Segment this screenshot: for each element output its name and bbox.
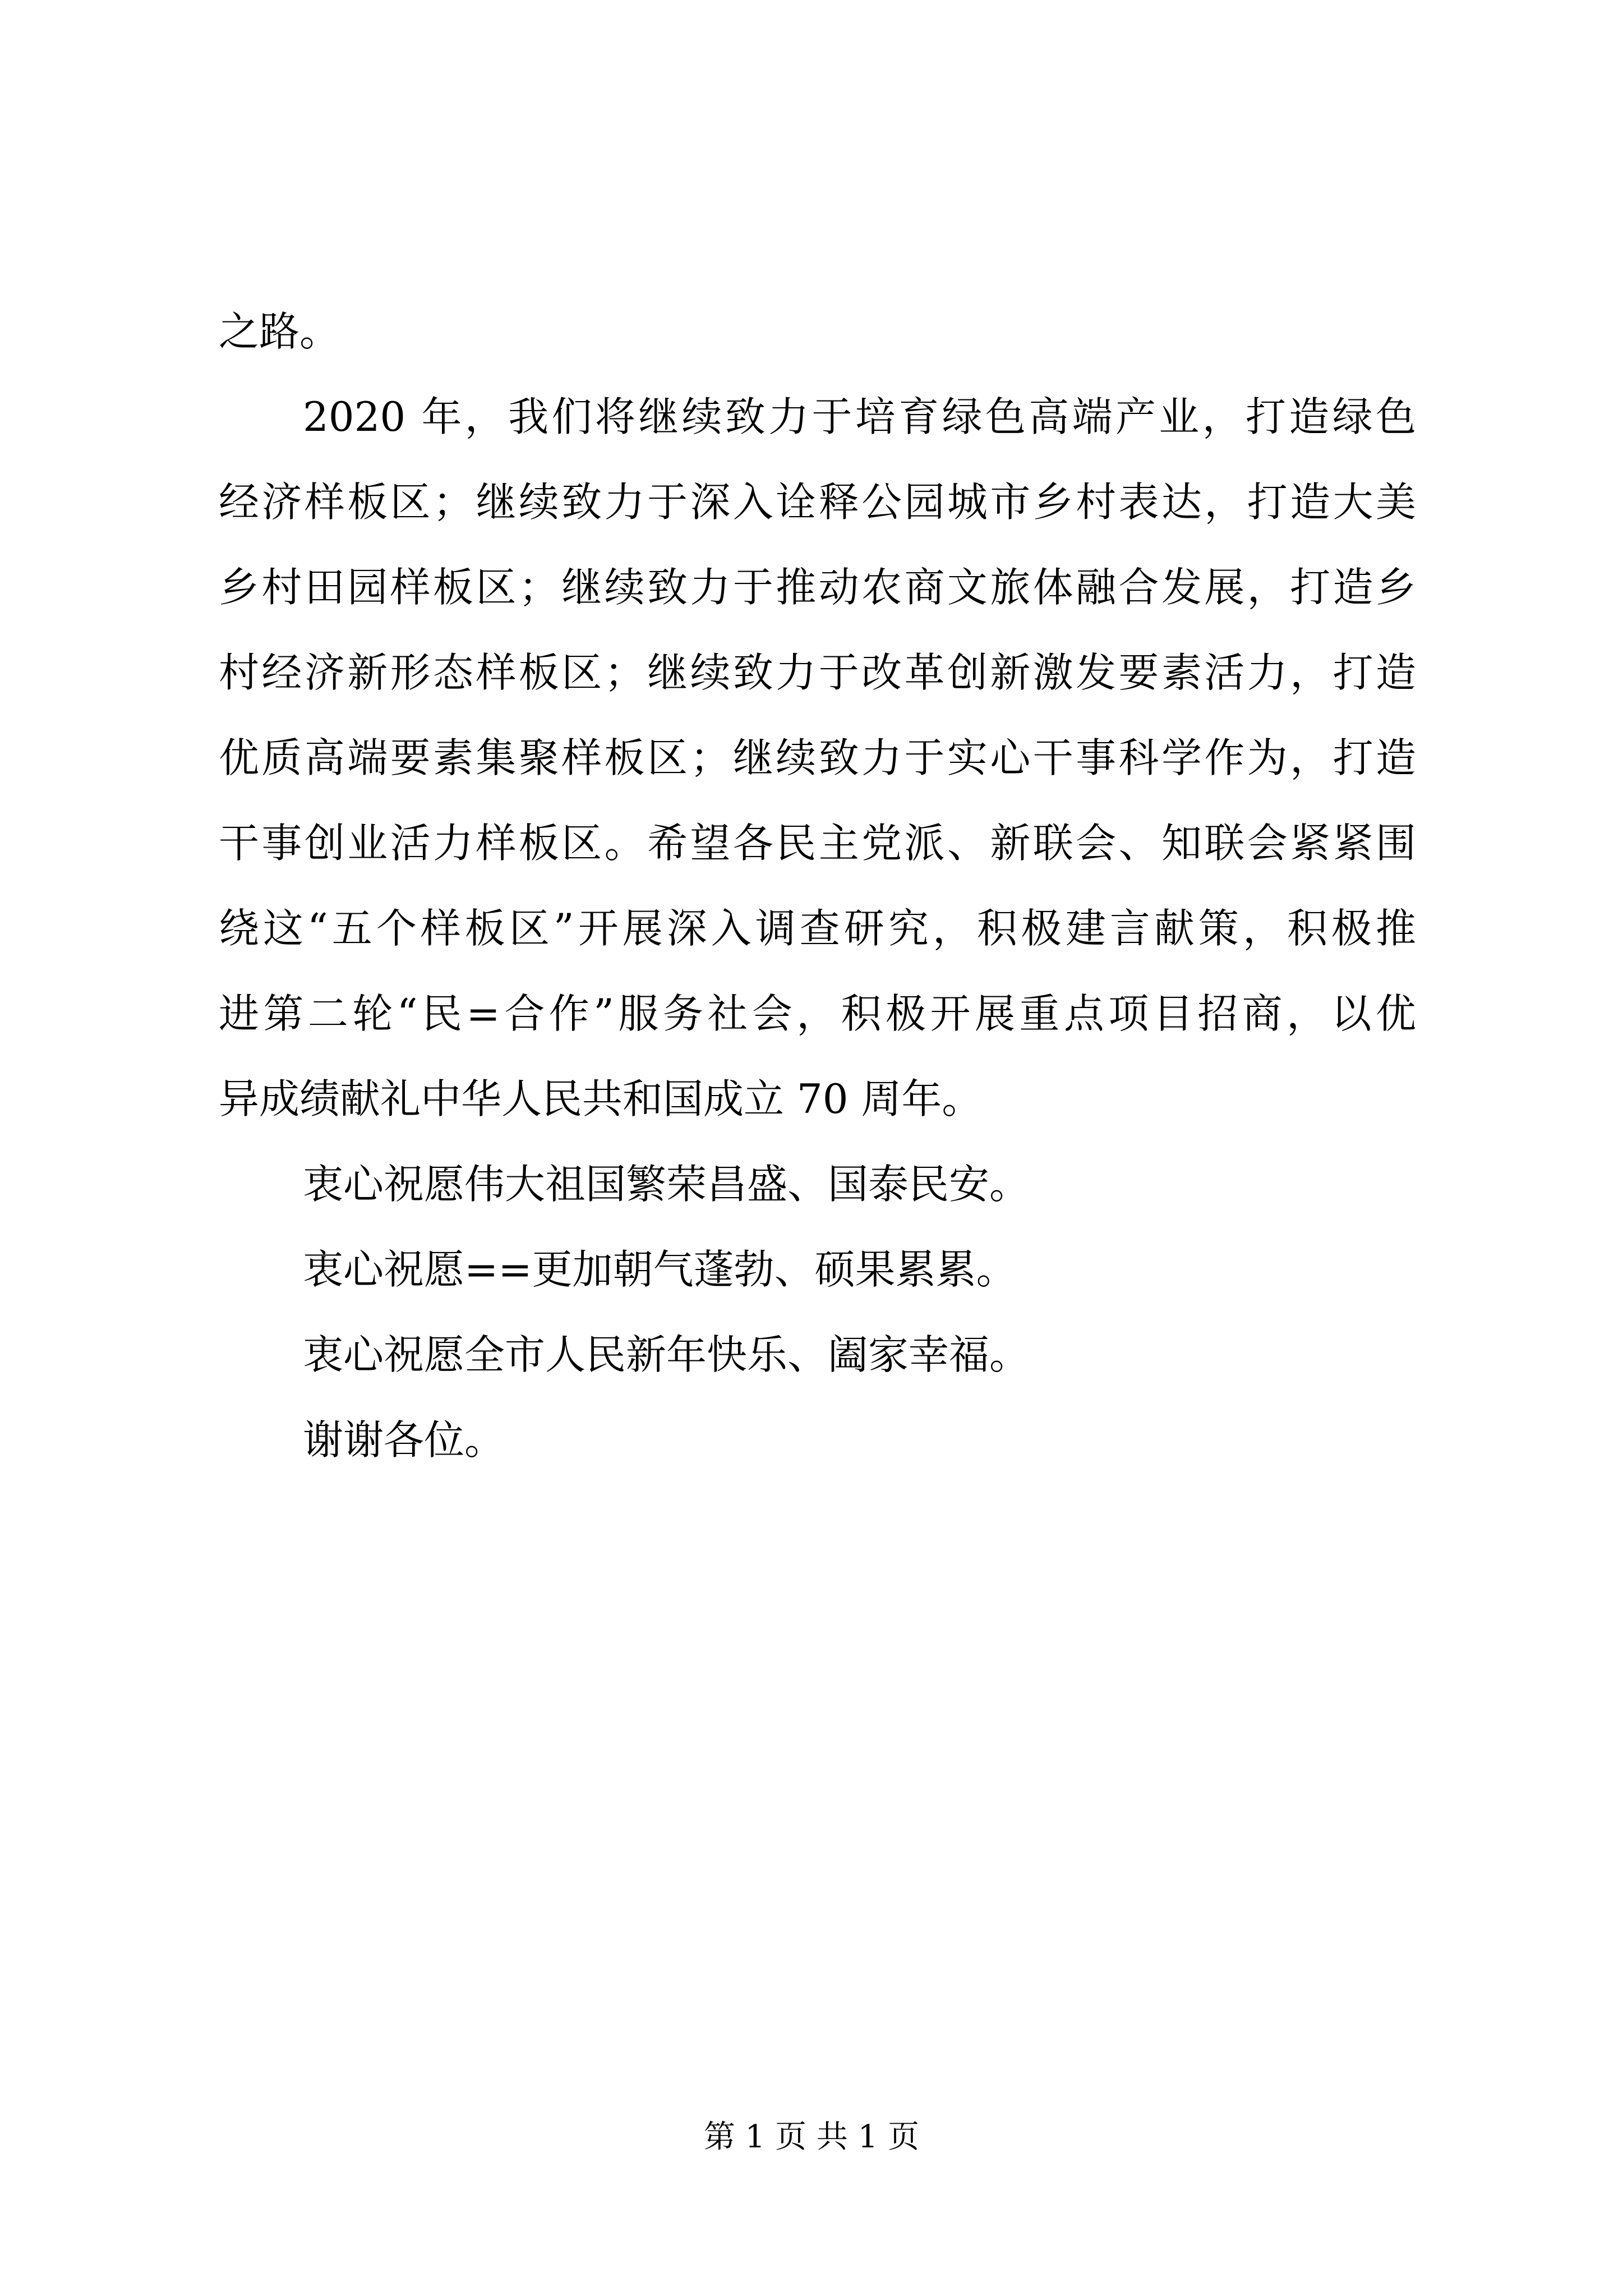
text-line: 乡村田园样板区；继续致力于推动农商文旅体融合发展，打造乡	[219, 564, 1416, 611]
page-footer: 第 1 页 共 1 页	[703, 2119, 920, 2155]
text-line: 衷心祝愿全市人民新年快乐、阖家幸福。	[303, 1331, 1030, 1378]
text-line: 2020 年，我们将继续致力于培育绿色高端产业，打造绿色	[303, 393, 1416, 440]
text-line: 绕这“五个样板区”开展深入调查研究，积极建言献策，积极推	[219, 905, 1416, 952]
text-line: 谢谢各位。	[303, 1416, 505, 1464]
text-line: 村经济新形态样板区；继续致力于改革创新激发要素活力，打造	[219, 649, 1416, 696]
document-body	[219, 289, 1416, 1483]
text-line: 进第二轮“民=合作”服务社会，积极开展重点项目招商，以优	[219, 990, 1416, 1037]
text-line: 优质高端要素集聚样板区；继续致力于实心干事科学作为，打造	[219, 734, 1416, 781]
text-line: 衷心祝愿伟大祖国繁荣昌盛、国泰民安。	[303, 1161, 1030, 1208]
text-line: 干事创业活力样板区。希望各民主党派、新联会、知联会紧紧围	[219, 820, 1416, 867]
text-line: 之路。	[219, 308, 340, 355]
text-line: 经济样板区；继续致力于深入诠释公园城市乡村表达，打造大美	[219, 478, 1416, 526]
text-line: 异成绩献礼中华人民共和国成立 70 周年。	[219, 1075, 983, 1122]
text-line: 衷心祝愿==更加朝气蓬勃、硕果累累。	[303, 1246, 1017, 1293]
